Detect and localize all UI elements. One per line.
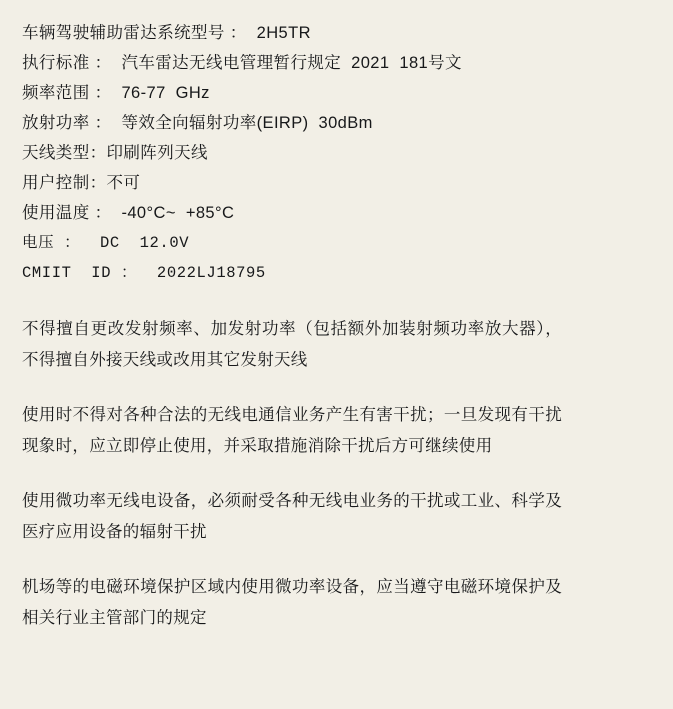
spec-row-standard: 执行标准 ： 汽车雷达无线电管理暂行规定 2021 181号文 <box>22 54 462 72</box>
spec-row-cmiit-id: CMIIT ID ： 2022LJ18795 <box>22 264 266 282</box>
spec-row-model: 车辆驾驶辅助雷达系统型号 ： 2H5TR <box>22 24 311 42</box>
notice-airport-restriction: 机场等的电磁环境保护区域内使用微功率设备，应当遵守电磁环境保护及相关行业主管部门的规定 <box>22 578 562 627</box>
notice-no-harmful-interference: 使用时不得对各种合法的无线电通信业务产生有害干扰；一旦发现有干扰现象时，应立即停止使用，并采取措施消除干扰后方可继续使用 <box>22 406 562 455</box>
spec-row-voltage: 电压 ： DC 12.0V <box>22 234 190 252</box>
spec-row-antenna-type: 天线类型：印刷阵列天线 <box>22 144 208 162</box>
notice-no-modification: 不得擅自更改发射频率、加发射功率（包括额外加装射频功率放大器），不得擅自外接天线或改用其它发射天线 <box>22 320 562 369</box>
spec-row-operating-temperature: 使用温度 ： -40°C~ +85°C <box>22 204 235 222</box>
spec-row-user-control: 用户控制：不可 <box>22 174 141 192</box>
notice-must-accept-interference: 使用微功率无线电设备，必须耐受各种无线电业务的干扰或工业、科学及医疗应用设备的辐射干扰 <box>22 492 562 541</box>
specification-list <box>22 18 651 288</box>
spec-row-transmit-power: 放射功率 ： 等效全向辐射功率(EIRP) 30dBm <box>22 114 373 132</box>
spec-row-frequency-range: 频率范围 ： 76-77 GHz <box>22 84 210 102</box>
regulatory-notice-list <box>22 314 651 634</box>
